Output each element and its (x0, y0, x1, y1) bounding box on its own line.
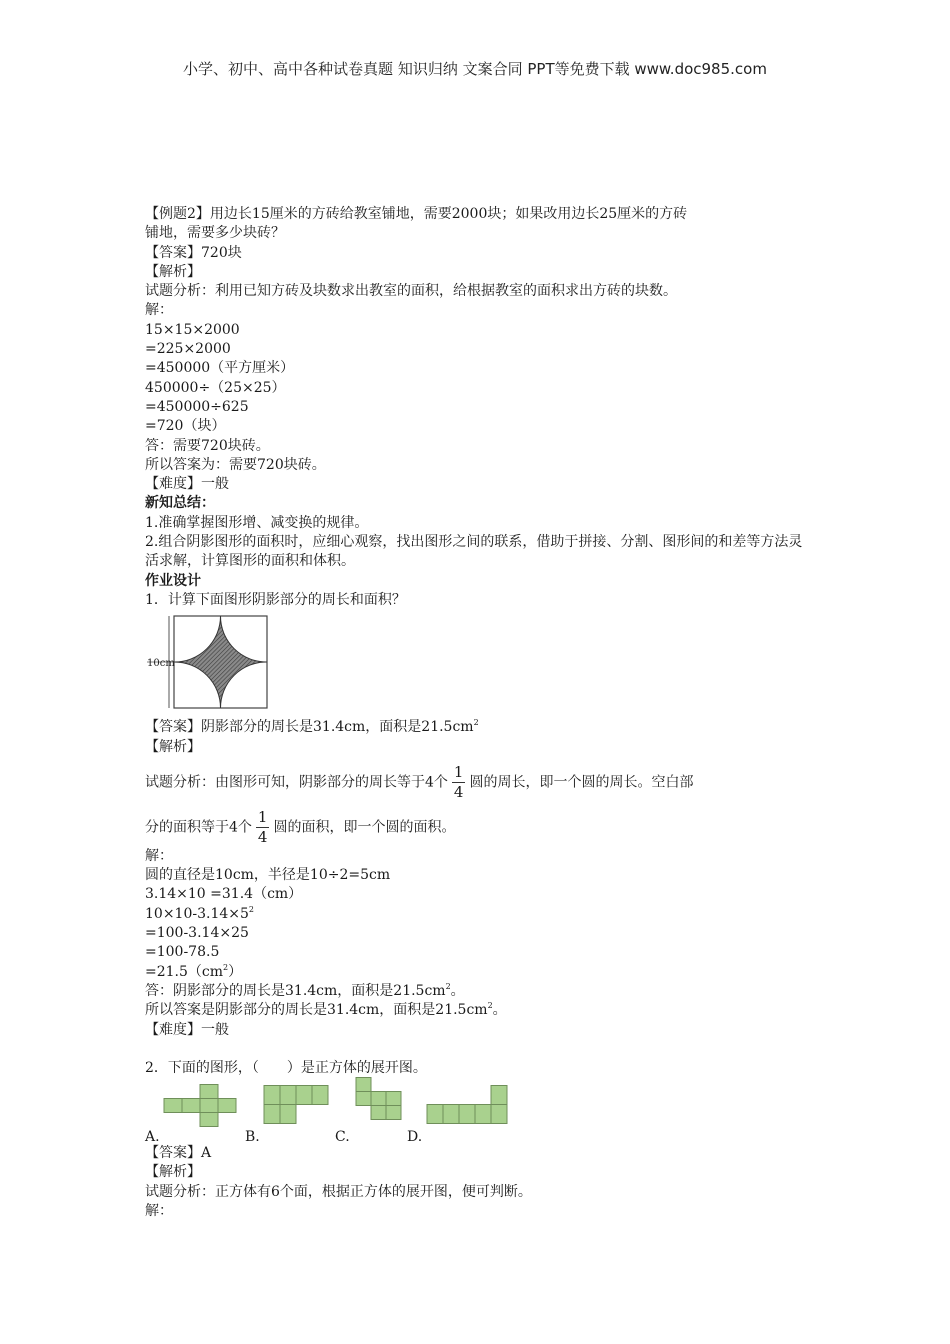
example2-conclusion: 所以答案为：需要720块砖。 (145, 456, 326, 473)
fraction-one-quarter: $\frac{1}{4}$ (453, 762, 464, 801)
option-c-label: C. (335, 1129, 350, 1146)
example2-difficulty: 【难度】一般 (145, 476, 229, 493)
example2-step: =450000（平方厘米） (145, 360, 295, 377)
cube-net-d (425, 1084, 513, 1128)
q1-analysis-line2: 分的面积等于4个 $\frac{1}{4}$ 圆的面积，即一个圆的面积。 (145, 807, 456, 846)
q2-analysis: 试题分析：正方体有6个面，根据正方体的展开图，便可判断。 (145, 1183, 532, 1200)
option-a-label: A. (145, 1129, 160, 1146)
page-header: 小学、初中、高中各种试卷真题 知识归纳 文案合同 PPT等免费下载 www.doc985.com (183, 60, 767, 78)
cube-net-b (263, 1084, 333, 1128)
q1-step: =100-78.5 (145, 944, 220, 961)
example2-reply: 答：需要720块砖。 (145, 437, 270, 454)
q1-figure (145, 614, 805, 714)
q2-solution-label: 解： (145, 1202, 173, 1219)
summary-item: 2.组合阴影图形的面积时，应细心观察，找出图形之间的联系，借助于拼接、分割、图形间的和差等方法灵活求解，计算图形的面积和体积。 (145, 534, 803, 570)
q1-step: =100-3.14×25 (145, 925, 249, 942)
cube-net-c (355, 1076, 405, 1134)
document-body (145, 205, 805, 1221)
example2-step: =720（块） (145, 418, 226, 435)
option-d-label: D. (407, 1129, 423, 1146)
q1-step: 圆的直径是10cm，半径是10÷2=5cm (145, 867, 391, 884)
q1-step: $10\times 10-3.14\times 5^2$ (145, 904, 254, 922)
example2-step: 15×15×2000 (145, 321, 240, 338)
cube-net-a (163, 1084, 241, 1128)
q2-analysis-label: 【解析】 (145, 1164, 201, 1181)
q1-reply: 答：阴影部分的周长是31.4cm，面积是$21.5cm^2$。 (145, 981, 465, 999)
example2-question-line1: 【例题2】用边长15厘米的方砖给教室铺地，需要2000块；如果改用边长25厘米的方砖 (145, 206, 688, 222)
example2-question-line2: 铺地，需要多少块砖？ (145, 225, 285, 242)
figure-label: 10cm (147, 658, 175, 670)
example2-step: =450000÷625 (145, 398, 249, 415)
q2-question: 2．下面的图形，（ ）是正方体的展开图。 (145, 1059, 427, 1076)
shaded-region (174, 616, 267, 708)
q1-step: $=21.5(cm^2)$ (145, 962, 243, 980)
summary-item: 1.准确掌握图形增、减变换的规律。 (145, 514, 369, 531)
q1-answer: 【答案】阴影部分的周长是31.4cm，面积是$21.5cm^2$ (145, 718, 479, 736)
q1-step: 3.14×10 =31.4（cm） (145, 886, 303, 903)
example2-step: =225×2000 (145, 341, 231, 358)
example2-step: 450000÷（25×25） (145, 379, 286, 396)
shaded-star-figure (145, 614, 275, 710)
fraction-one-quarter: $\frac{1}{4}$ (257, 807, 268, 846)
example2-analysis-label: 【解析】 (145, 263, 201, 280)
q1-analysis-line1: 试题分析：由图形可知，阴影部分的周长等于4个 $\frac{1}{4}$ 圆的周长，即一个圆的周长。空白部 (145, 762, 694, 801)
q1-solution-label: 解： (145, 847, 173, 864)
q2-answer: 【答案】A (145, 1145, 212, 1162)
q1-conclusion: 所以答案是阴影部分的周长是31.4cm，面积是$21.5cm^2$。 (145, 1001, 507, 1019)
q2-options (145, 1084, 805, 1144)
q1-analysis-label: 【解析】 (145, 738, 201, 755)
q1-question: 1．计算下面图形阴影部分的周长和面积？ (145, 591, 406, 608)
summary-title: 新知总结： (145, 495, 215, 512)
q1-difficulty: 【难度】一般 (145, 1021, 229, 1038)
homework-title: 作业设计 (145, 572, 201, 589)
example2-analysis: 试题分析：利用已知方砖及块数求出教室的面积，给根据教室的面积求出方砖的块数。 (145, 283, 677, 300)
example2-answer: 【答案】720块 (145, 244, 242, 261)
example2-solution-label: 解： (145, 302, 173, 319)
option-b-label: B. (245, 1129, 260, 1146)
